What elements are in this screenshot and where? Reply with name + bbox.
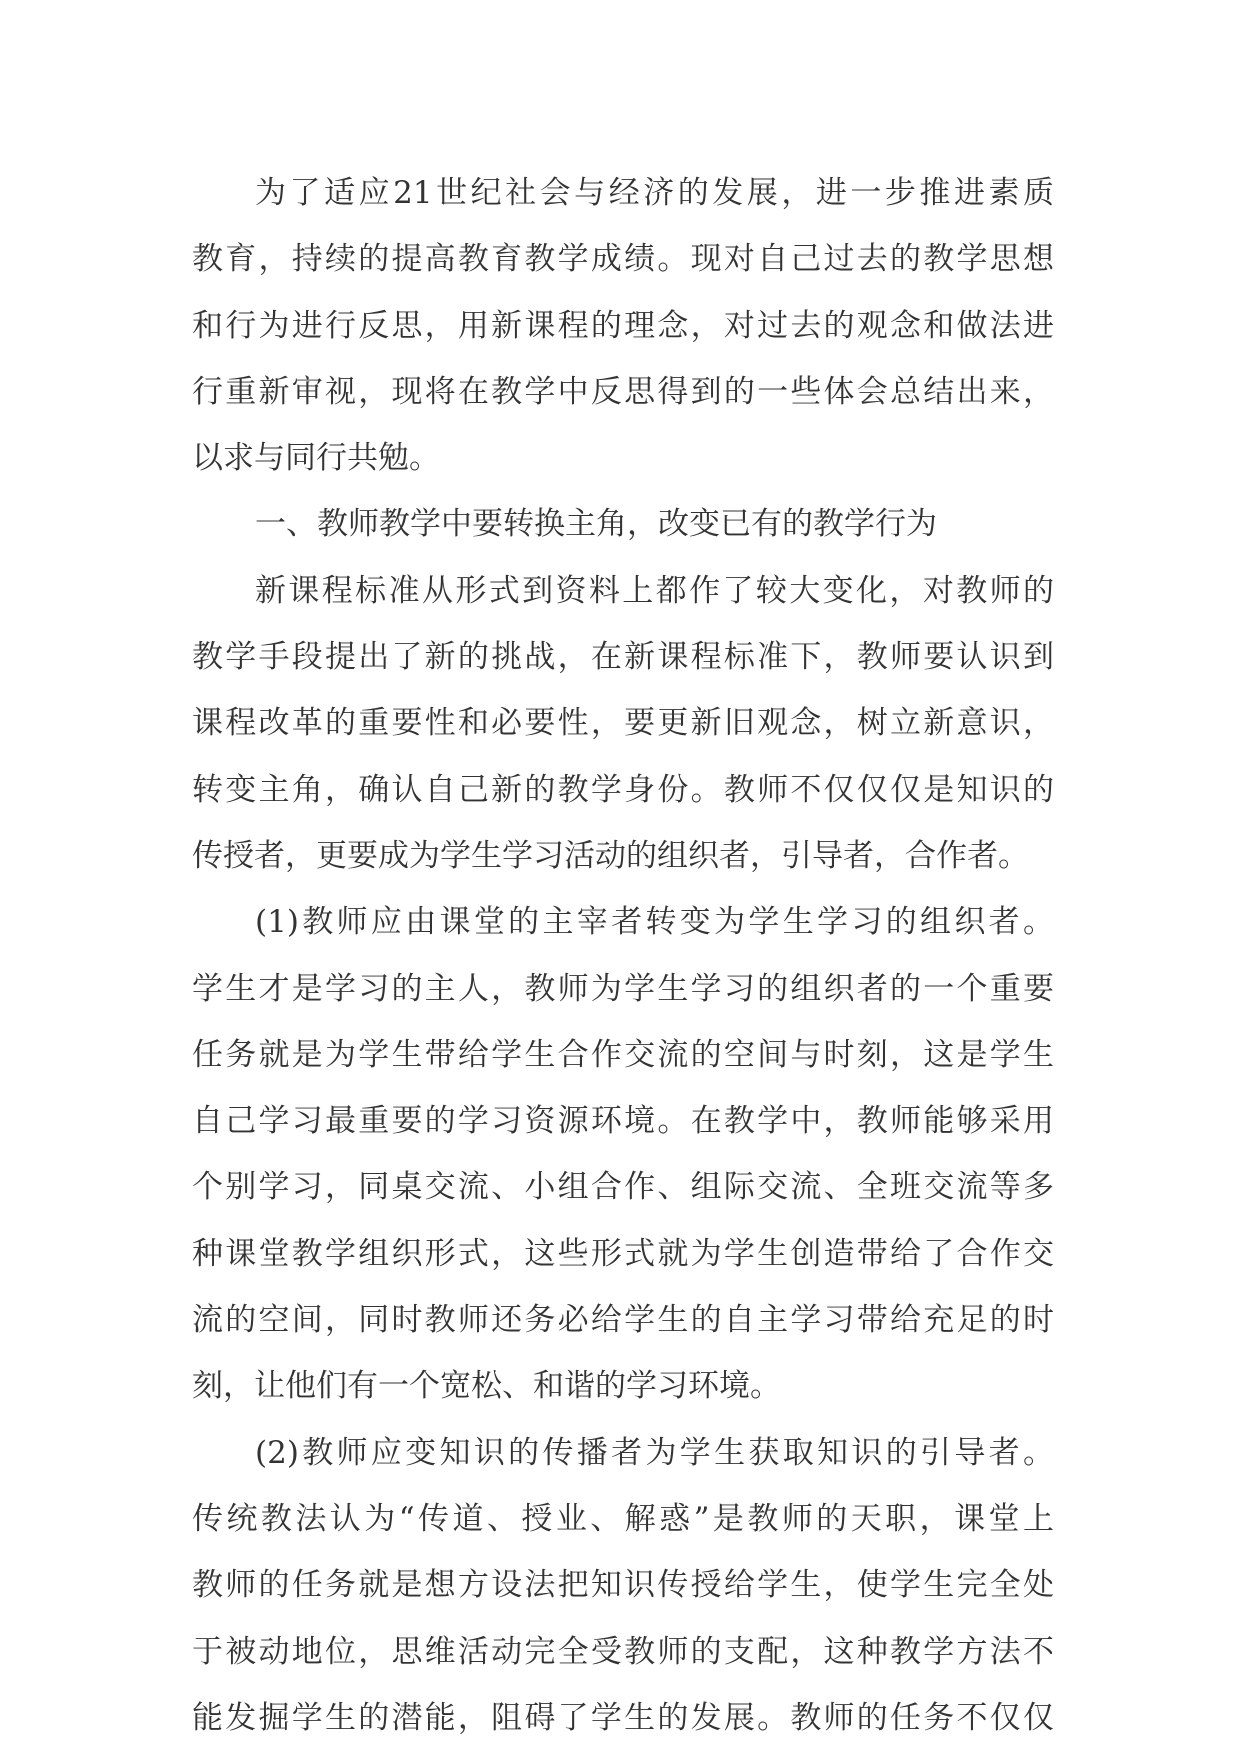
text-line: 传统教法认为“传道、授业、解惑”是教师的天职，课堂上: [192, 1500, 1054, 1537]
text-line: 课程改革的重要性和必要性，要更新旧观念，树立新意识，: [192, 705, 1054, 742]
text-line: 学生才是学习的主人，教师为学生学习的组织者的一个重要: [192, 970, 1054, 1007]
text-line: 刻，让他们有一个宽松、和谐的学习环境。: [192, 1368, 781, 1405]
text-line: 流的空间，同时教师还务必给学生的自主学习带给充足的时: [192, 1302, 1054, 1339]
text-line: 为了适应21世纪社会与经济的发展，进一步推进素质: [255, 175, 1054, 211]
text-line: 个别学习，同桌交流、小组合作、组际交流、全班交流等多: [192, 1169, 1054, 1206]
text-line: 教育，持续的提高教育教学成绩。现对自己过去的教学思想: [192, 241, 1054, 278]
text-line: (1)教师应由课堂的主宰者转变为学生学习的组织者。: [255, 904, 1054, 941]
text-line: 新课程标准从形式到资料上都作了较大变化，对教师的: [255, 572, 1054, 609]
text-line: 和行为进行反思，用新课程的理念，对过去的观念和做法进: [192, 307, 1054, 344]
text-line: 一、教师教学中要转换主角，改变已有的教学行为: [255, 506, 937, 543]
text-line: (2)教师应变知识的传播者为学生获取知识的引导者。: [255, 1434, 1054, 1471]
text-line: 能发掘学生的潜能，阻碍了学生的发展。教师的任务不仅仅: [192, 1699, 1054, 1736]
text-line: 转变主角，确认自己新的教学身份。教师不仅仅仅是知识的: [192, 771, 1054, 808]
text-line: 于被动地位，思维活动完全受教师的支配，这种教学方法不: [192, 1633, 1054, 1670]
document-body: [192, 160, 1054, 1751]
text-line: 教师的任务就是想方设法把知识传授给学生，使学生完全处: [192, 1567, 1054, 1604]
text-line: 教学手段提出了新的挑战，在新课程标准下，教师要认识到: [192, 639, 1054, 676]
text-line: 传授者，更要成为学生学习活动的组织者，引导者，合作者。: [192, 837, 1029, 874]
text-line: 种课堂教学组织形式，这些形式就为学生创造带给了合作交: [192, 1235, 1054, 1272]
text-line: 自己学习最重要的学习资源环境。在教学中，教师能够采用: [192, 1103, 1054, 1140]
text-line: 任务就是为学生带给学生合作交流的空间与时刻，这是学生: [192, 1036, 1054, 1073]
text-line: 以求与同行共勉。: [192, 440, 440, 477]
text-line: 行重新审视，现将在教学中反思得到的一些体会总结出来，: [192, 373, 1054, 410]
